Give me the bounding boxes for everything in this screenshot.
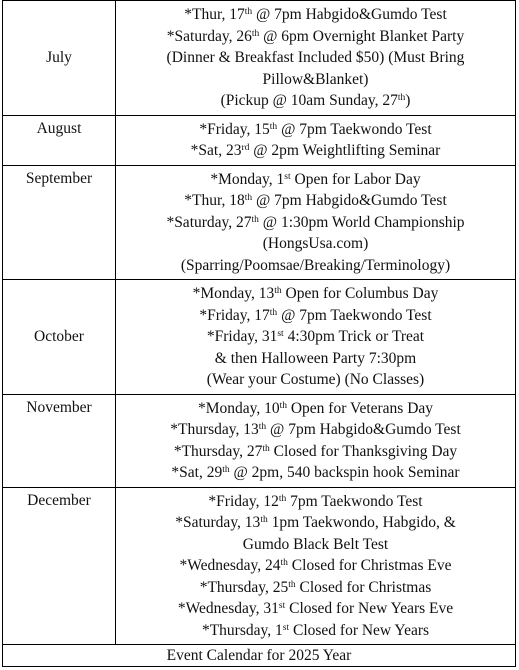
ordinal-suffix: th — [244, 193, 253, 203]
event-text: @ 7pm Habgido&Gumdo Test — [252, 6, 447, 23]
event-text: @ 6pm Overnight Blanket Party — [259, 27, 465, 45]
event-text: *Saturday, 13 — [175, 514, 261, 531]
event-text: (Wear your Costume) (No Classes) — [206, 371, 425, 388]
event-line — [120, 190, 511, 212]
event-text: Closed for New Years Eve — [285, 600, 454, 617]
event-text: 7pm Taekwondo Test — [286, 492, 423, 510]
event-text: (Pickup @ 10am Sunday, 27 — [220, 92, 398, 109]
event-text: *Friday, 12 — [208, 492, 279, 510]
calendar-caption: Event Calendar for 2025 Year — [3, 645, 516, 667]
event-line — [120, 534, 511, 556]
ordinal-suffix: th — [244, 7, 253, 17]
event-text: *Friday, 31 — [206, 328, 278, 345]
ordinal-suffix: th — [280, 558, 288, 568]
event-line — [120, 398, 511, 420]
event-line — [120, 233, 511, 255]
event-calendar-table — [2, 0, 516, 667]
event-text: (Sparring/Poomsae/Breaking/Terminology) — [180, 256, 451, 274]
ordinal-suffix: rd — [241, 143, 250, 153]
event-text: @ 7pm Taekwondo Test — [277, 120, 432, 138]
event-text: *Thursday, 25 — [199, 578, 289, 596]
event-line — [120, 441, 511, 463]
event-text: (HongsUsa.com) — [262, 235, 369, 252]
event-line — [120, 212, 511, 234]
event-line — [120, 90, 511, 112]
ordinal-suffix: th — [269, 121, 278, 132]
event-text: @ 2pm Weightlifting Seminar — [249, 142, 441, 159]
month-name: October — [3, 280, 116, 395]
month-name: December — [3, 487, 116, 645]
event-line — [120, 419, 511, 441]
calendar-body — [3, 1, 516, 645]
month-row-december — [3, 487, 516, 645]
month-name: July — [3, 1, 116, 116]
month-row-july — [3, 1, 516, 116]
event-text: *Thursday, 13 — [170, 421, 259, 438]
event-line — [120, 169, 511, 191]
event-line — [120, 577, 511, 599]
ordinal-suffix: th — [251, 214, 259, 225]
event-line — [120, 462, 511, 484]
event-text: 1pm Taekwondo, Habgido, & — [267, 514, 456, 531]
event-text: *Saturday, 26 — [166, 27, 252, 45]
event-line — [120, 47, 511, 69]
ordinal-suffix: st — [277, 329, 284, 339]
event-text: 4:30pm Trick or Treat — [283, 328, 425, 345]
event-text: *Wednesday, 24 — [179, 557, 281, 574]
event-text: *Sat, 29 — [171, 464, 223, 481]
event-text: *Thur, 17 — [184, 6, 245, 23]
event-text: Open for Veterans Day — [286, 399, 434, 417]
event-line — [120, 69, 511, 91]
ordinal-suffix: st — [284, 171, 291, 182]
month-name: September — [3, 165, 116, 280]
month-row-october — [3, 280, 516, 395]
event-text: *Sat, 23 — [190, 142, 242, 159]
event-text: Closed for Christmas — [295, 578, 432, 596]
ordinal-suffix: st — [278, 601, 286, 611]
event-text: *Monday, 10 — [197, 399, 280, 417]
caption-row — [3, 645, 516, 667]
month-name: November — [3, 394, 116, 487]
event-text: Closed for Thanksgiving Day — [269, 442, 458, 460]
event-text: Closed for New Years — [289, 621, 430, 639]
event-text: *Thursday, 1 — [201, 621, 283, 639]
ordinal-suffix: th — [279, 400, 287, 411]
event-text: @ 7pm Habgido&Gumdo Test — [266, 421, 461, 438]
event-text: Open for Columbus Day — [281, 285, 439, 302]
event-line — [120, 620, 511, 642]
ordinal-suffix: st — [282, 622, 290, 633]
ordinal-suffix: th — [288, 579, 296, 590]
event-line — [120, 348, 511, 370]
event-line — [120, 491, 511, 513]
event-text: @ 1:30pm World Championship — [258, 213, 465, 231]
ordinal-suffix: th — [278, 493, 287, 504]
event-line — [120, 369, 511, 391]
event-line — [120, 4, 511, 26]
month-events — [116, 487, 516, 645]
event-text: *Friday, 17 — [199, 306, 270, 324]
month-events — [116, 394, 516, 487]
event-text: *Saturday, 27 — [166, 213, 252, 231]
event-text: & then Halloween Party 7:30pm — [214, 349, 417, 367]
ordinal-suffix: th — [260, 515, 268, 525]
event-line — [120, 255, 511, 277]
event-text: (Dinner & Breakfast Included $50) (Must Bring — [166, 49, 465, 66]
event-text: @ 7pm Habgido&Gumdo Test — [252, 192, 447, 209]
event-line — [120, 555, 511, 577]
month-events — [116, 165, 516, 280]
month-row-september — [3, 165, 516, 280]
event-line — [120, 119, 511, 141]
event-text: *Wednesday, 31 — [177, 600, 279, 617]
month-events — [116, 280, 516, 395]
month-row-august — [3, 115, 516, 165]
event-text: Pillow&Blanket) — [262, 70, 369, 88]
event-line — [120, 512, 511, 534]
ordinal-suffix: th — [258, 422, 267, 432]
month-events — [116, 1, 516, 116]
event-text: ) — [405, 92, 411, 109]
event-text: *Thursday, 27 — [173, 442, 263, 460]
ordinal-suffix: th — [222, 465, 230, 475]
event-text: *Thur, 18 — [184, 192, 245, 209]
event-text: *Monday, 13 — [192, 285, 275, 302]
event-text: *Friday, 15 — [199, 120, 270, 138]
ordinal-suffix: th — [269, 307, 278, 318]
month-name: August — [3, 115, 116, 165]
event-line — [120, 140, 511, 162]
ordinal-suffix: th — [274, 286, 282, 296]
ordinal-suffix: th — [262, 443, 270, 454]
month-events — [116, 115, 516, 165]
event-text: @ 2pm, 540 backspin hook Seminar — [229, 464, 460, 481]
event-text: Closed for Christmas Eve — [287, 557, 452, 574]
ordinal-suffix: th — [397, 93, 406, 103]
event-line — [120, 305, 511, 327]
event-line — [120, 598, 511, 620]
event-line — [120, 326, 511, 348]
event-text: @ 7pm Taekwondo Test — [277, 306, 432, 324]
event-text: Open for Labor Day — [290, 170, 421, 188]
event-text: Gumdo Black Belt Test — [242, 535, 389, 553]
month-row-november — [3, 394, 516, 487]
event-line — [120, 283, 511, 305]
event-text: *Monday, 1 — [210, 170, 285, 188]
event-line — [120, 26, 511, 48]
ordinal-suffix: th — [251, 28, 260, 39]
